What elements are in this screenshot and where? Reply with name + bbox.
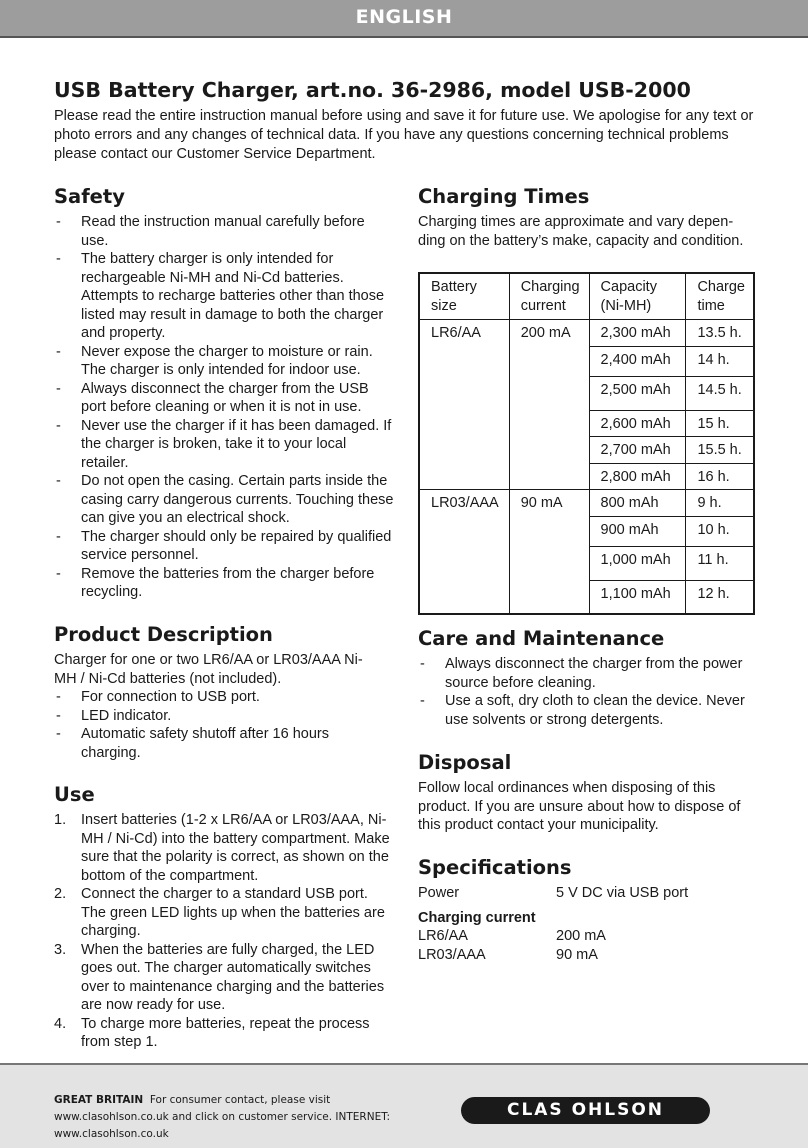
list-item (54, 941, 396, 1015)
table-cell: 2,700 mAh (589, 437, 686, 464)
safety-section (54, 185, 394, 602)
list-item (54, 811, 396, 885)
footer-contact: For consumer contact, please visit www.clasohlson.co.uk and click on customer service. INTERNET: www.clasohlson.co.uk (54, 1094, 390, 1140)
table-cell: 1,100 mAh (589, 580, 686, 614)
header-cell: Capacity (Ni-MH) (589, 273, 686, 320)
spec-row (418, 927, 758, 946)
table-cell: 900 mAh (589, 516, 686, 547)
language-label: ENGLISH (355, 6, 453, 28)
step-number: 2. (54, 886, 67, 902)
table-cell: 9 h. (686, 490, 754, 517)
table-header-row (419, 273, 754, 320)
table-cell: 2,400 mAh (589, 346, 686, 377)
list-item (54, 1015, 396, 1052)
product-heading: Product Description (54, 623, 273, 646)
charging-current-heading: Charging current (418, 909, 536, 926)
spec-label: Power (418, 885, 460, 901)
specs-heading: Specifications (418, 856, 572, 879)
table-cell: 14 h. (686, 346, 754, 377)
step-text: When the batteries are fully charged, the LED goes out. The charger automatically switches over to maintenance charging and the batteries are now ready for use. (81, 941, 385, 1013)
list-item: - The charger should only be repaired by qualified service personnel. (54, 528, 394, 565)
list-item (54, 885, 396, 941)
step-number: 1. (54, 812, 67, 828)
list-item: - Never use the charger if it has been damaged. If the charger is broken, take it to your local retailer. (54, 417, 394, 473)
table-cell: 15.5 h. (686, 437, 754, 464)
header-cell: Battery size (419, 273, 509, 320)
list-item: - Always disconnect the charger from the USB port before cleaning or when it is not in use. (54, 380, 394, 417)
footer-country: GREAT BRITAIN (54, 1094, 144, 1106)
charging-text: Charging times are approximate and vary depen-ding on the battery’s make, capacity and condition. (418, 214, 744, 249)
table-cell: 15 h. (686, 410, 754, 437)
step-number: 4. (54, 1015, 67, 1032)
spec-row-power (418, 884, 758, 903)
disposal-section (418, 751, 758, 835)
safety-heading: Safety (54, 185, 125, 208)
table-cell: 11 h. (686, 547, 754, 581)
care-list (418, 655, 758, 729)
care-heading: Care and Maintenance (418, 627, 665, 650)
list-item: - Read the instruction manual carefully before use. (54, 213, 394, 250)
table-cell: LR03/AAA (419, 490, 509, 615)
list-item: - Do not open the casing. Certain parts inside the casing carry dangerous currents. Touching these can give you an electrical shock. (54, 472, 394, 528)
table-cell: 2,600 mAh (589, 410, 686, 437)
spec-rows (418, 927, 758, 964)
spec-value: 90 mA (556, 946, 598, 963)
step-number: 3. (54, 941, 67, 958)
use-list (54, 811, 396, 1052)
table-cell: 12 h. (686, 580, 754, 614)
charging-section (418, 185, 756, 615)
table-row (419, 490, 754, 517)
spec-value: 200 mA (556, 928, 606, 944)
table-cell: 10 h. (686, 516, 754, 547)
header-cell: Charging current (509, 273, 589, 320)
spec-label: LR6/AA (418, 928, 468, 944)
header-band (0, 0, 808, 38)
table-cell: 90 mA (509, 490, 589, 615)
list-item: - LED indicator. (54, 707, 374, 726)
list-item: - Remove the batteries from the charger before recycling. (54, 565, 394, 602)
list-item: - Automatic safety shutoff after 16 hours charging. (54, 725, 374, 762)
step-text: Insert batteries (1-2 x LR6/AA or LR03/AAA, Ni-MH / Ni-Cd) into the battery compartment. Make sure that the polarity is correct, as shown on the bottom of the compartment. (81, 812, 390, 884)
use-heading: Use (54, 783, 95, 806)
table-row (419, 320, 754, 347)
table-cell: LR6/AA (419, 320, 509, 490)
table-cell: 16 h. (686, 463, 754, 490)
table-cell: 2,800 mAh (589, 463, 686, 490)
product-text: Charger for one or two LR6/AA or LR03/AAA Ni-MH / Ni-Cd batteries (not included). (54, 652, 363, 687)
use-section (54, 783, 396, 1052)
spec-value: 5 V DC via USB port (556, 885, 689, 901)
list-item: - Never expose the charger to moisture or rain. The charger is only intended for indoor use. (54, 343, 394, 380)
header-cell: Charge time (686, 273, 754, 320)
table-cell: 1,000 mAh (589, 547, 686, 581)
step-text: To charge more batteries, repeat the process from step 1. (81, 1015, 370, 1050)
table-cell: 2,300 mAh (589, 320, 686, 347)
disposal-heading: Disposal (418, 751, 512, 774)
charging-table (418, 272, 755, 615)
disposal-text: Follow local ordinances when disposing of this product. If you are unsure about how to dispose of this product contact your municipality. (418, 780, 741, 833)
spec-label: LR03/AAA (418, 946, 486, 963)
intro-text: Please read the entire instruction manual before using and save it for future use. We apologise for any text or photo errors and any changes of technical data. If you have any questions concerning technical problems please contact our Customer Service Department. (54, 108, 754, 162)
table-cell: 13.5 h. (686, 320, 754, 347)
spec-row (418, 946, 758, 965)
step-text: Connect the charger to a standard USB port. The green LED lights up when the batteries are charging. (81, 886, 385, 939)
table-cell: 800 mAh (589, 490, 686, 517)
clas-ohlson-logo: CLAS OHLSON (461, 1097, 710, 1124)
safety-list (54, 213, 394, 602)
footer-text (54, 1092, 434, 1143)
list-item: - The battery charger is only intended for rechargeable Ni-MH and Ni-Cd batteries. Attempts to recharge batteries other than those listed may result in damage to both the charger and property. (54, 250, 394, 343)
care-section (418, 627, 758, 729)
list-item: - For connection to USB port. (54, 688, 374, 707)
table-cell: 200 mA (509, 320, 589, 490)
table-cell: 2,500 mAh (589, 377, 686, 411)
footer (0, 1063, 808, 1148)
list-item: - Use a soft, dry cloth to clean the device. Never use solvents or strong detergents. (418, 692, 758, 729)
product-section (54, 623, 374, 762)
table-cell: 14.5 h. (686, 377, 754, 411)
charging-heading: Charging Times (418, 185, 590, 208)
list-item: - Always disconnect the charger from the power source before cleaning. (418, 655, 758, 692)
specs-section (418, 856, 758, 964)
page-title: USB Battery Charger, art.no. 36-2986, model USB-2000 (54, 78, 691, 102)
product-list (54, 688, 374, 762)
